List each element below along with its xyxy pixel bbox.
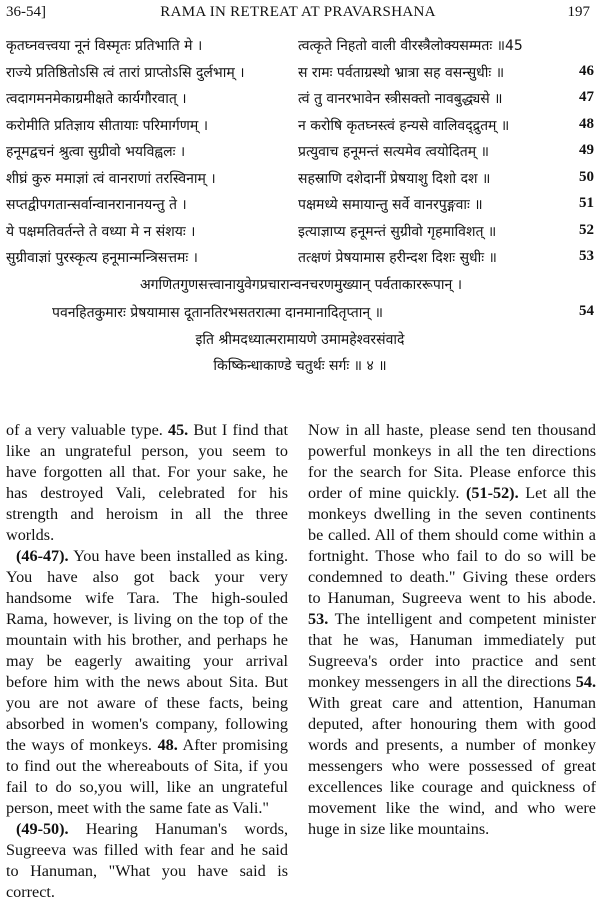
verse-first-half: त्वदागमनमेकाग्रमीक्षते कार्यगौरवात् । (6, 91, 187, 107)
translation-left-column (6, 420, 288, 903)
translation-paragraph (6, 420, 288, 546)
verse-line (6, 116, 596, 143)
verse-line (6, 36, 596, 63)
paragraph-text: You have been installed as king. You have also got back your very handsome wife Tara. The high-souled Rama, however, is living on the top of the mountain with his brother, and perhaps he may be eagerly awaiting your arrival before him with the news about Sita. But you are not aware of these facts, being absorbed in women's company, following the ways of monkeys. (6, 547, 288, 754)
verse-54-line-2: पवनहितकुमारः प्रेषयामास दूतानतिरभसतरात्मा दानमानादितृप्तान् ॥ (52, 304, 383, 321)
verse-number: 51 (579, 195, 594, 211)
verse-second-half: सहस्राणि दशेदानीं प्रेषयाशु दिशो दश ॥ (298, 170, 491, 187)
verse-second-half: त्वं तु वानरभावेन स्त्रीसक्तो नावबुद्ध्यसे ॥ (298, 91, 503, 107)
verse-number: 52 (579, 221, 594, 238)
sanskrit-verses (6, 36, 596, 329)
verse-number: 54 (579, 302, 594, 319)
verse-first-half: हनूमद्वचनं श्रुत्वा सुग्रीवो भयविह्वलः । (6, 144, 186, 160)
page-number: 197 (567, 4, 590, 20)
translation-paragraph (308, 420, 596, 840)
verse-number: 48 (579, 115, 594, 132)
colophon-line-1: इति श्रीमदध्यात्मरामायणे उमामहेश्वरसंवादे (195, 332, 405, 348)
translation-paragraph (6, 546, 288, 819)
verse-reference: (46-47). (16, 547, 69, 565)
verse-first-half: करोमीति प्रतिज्ञाय सीतायाः परिमार्गणम् । (6, 117, 209, 134)
verse-first-half: ये पक्षमतिवर्तन्ते ते वध्या मे न संशयः । (6, 223, 196, 240)
paragraph-text: But I find that like an ungrateful person, you seem to have forgotten all that. For your sake, he has destroyed Vali, celebrated for his strength and heroism in all the three worlds. (6, 421, 288, 544)
verse-54-line-2-row (6, 303, 596, 330)
verse-54-line-1: अगणितगुणसत्त्वानायुवेगप्रचारान्वनचरणमुख्यान् पर्वताकाररूपान् । (139, 276, 463, 293)
verse-number: 50 (579, 168, 594, 185)
paragraph-text: After promising to find out the whereabouts of Sita, if you fail to do so,you will, like an ungrateful person, meet with the same fate as Vali." (6, 736, 288, 817)
verse-line (6, 169, 596, 196)
verse-number: 46 (579, 62, 594, 79)
verse-second-half: त्वत्कृते निहतो वाली वीरस्त्रैलोक्यसम्मतः ॥45 (298, 38, 523, 54)
verse-line (6, 222, 596, 249)
verse-second-half: न करोषि कृतघ्नस्त्वं हन्यसे वालिवद्द्रुतम् ॥ (298, 117, 510, 134)
translation-paragraph (6, 819, 288, 903)
verse-line (6, 248, 596, 275)
verse-reference: 45. (167, 421, 189, 439)
verse-line (6, 195, 596, 222)
verse-reference: 54. (575, 673, 596, 691)
verse-number: 53 (579, 248, 594, 264)
translation-right-column (308, 420, 596, 840)
verse-reference: (49-50). (16, 820, 69, 838)
verse-reference: 48. (157, 736, 178, 754)
verse-second-half: इत्याज्ञाप्य हनूमन्तं सुग्रीवो गृहमाविशत् ॥ (298, 223, 497, 240)
verse-first-half: शीघ्रं कुरु ममाज्ञां त्वं वानराणां तरस्विनाम् । (6, 170, 216, 187)
running-title: RAMA IN RETREAT AT PRAVARSHANA (160, 4, 436, 20)
verse-first-half: सप्तद्वीपगतान्सर्वान्वानरानानयन्तु ते । (6, 197, 187, 213)
verse-first-half: कृतघ्नवत्त्वया नूनं विस्मृतः प्रतिभाति मे । (6, 38, 203, 54)
paragraph-text: The intelligent and competent minister that he was, Hanuman immediately put Sugreeva's order into practice and sent monkey messengers in all the directions (308, 610, 596, 691)
paragraph-text: Let all the monkeys dwelling in the seven continents be called. All of them should come within a fortnight. Those who fail to do so will be condemned to death." Giving these orders to Hanuman, Sugreeva went to his abode. (308, 484, 596, 607)
verse-first-half: राज्ये प्रतिष्ठितोऽसि त्वं तारां प्राप्तोऽसि दुर्लभाम् । (6, 64, 245, 81)
page-header (6, 4, 590, 24)
verse-line (6, 142, 596, 169)
verse-number: 49 (579, 142, 594, 158)
verse-reference: (51-52). (466, 484, 519, 502)
verse-reference: 53. (308, 610, 329, 628)
verse-second-half: पक्षमध्ये समायान्तु सर्वे वानरपुङ्गवाः ॥ (298, 197, 483, 213)
verse-range: 36-54] (6, 4, 46, 20)
verse-second-half: स रामः पर्वताग्रस्थो भ्रात्रा सह वसन्सुधीः ॥ (298, 64, 505, 81)
paragraph-text: Hearing Hanuman's words, Sugreeva was filled with fear and he said to Hanuman, "What you have said is correct. (6, 820, 288, 901)
verse-number: 47 (579, 89, 594, 105)
paragraph-text: With great care and attention, Hanuman deputed, after honouring them with good words and presents, a number of monkey messengers who were possessed of great excellences like courage and quickness of movement like the wind, and who were huge in size like mountains. (308, 694, 596, 838)
verse-line (6, 89, 596, 116)
verse-line (6, 63, 596, 90)
verse-second-half: तत्क्षणं प्रेषयामास हरीन्दश दिशः सुधीः ॥ (298, 250, 497, 266)
paragraph-text: of a very valuable type. (6, 421, 168, 439)
paragraph-text: Now in all haste, please send ten thousand powerful monkeys in all the ten directions for the search for Sita. Please enforce this order of mine quickly. (308, 421, 596, 502)
verse-second-half: प्रत्युवाच हनूमन्तं सत्यमेव त्वयोदितम् ॥ (298, 144, 489, 160)
verse-first-half: सुग्रीवाज्ञां पुरस्कृत्य हनूमान्मन्त्रिसत्तमः । (6, 250, 198, 266)
colophon-line-2: किष्किन्धाकाण्डे चतुर्थः सर्गः ॥ ४ ॥ (213, 358, 387, 374)
